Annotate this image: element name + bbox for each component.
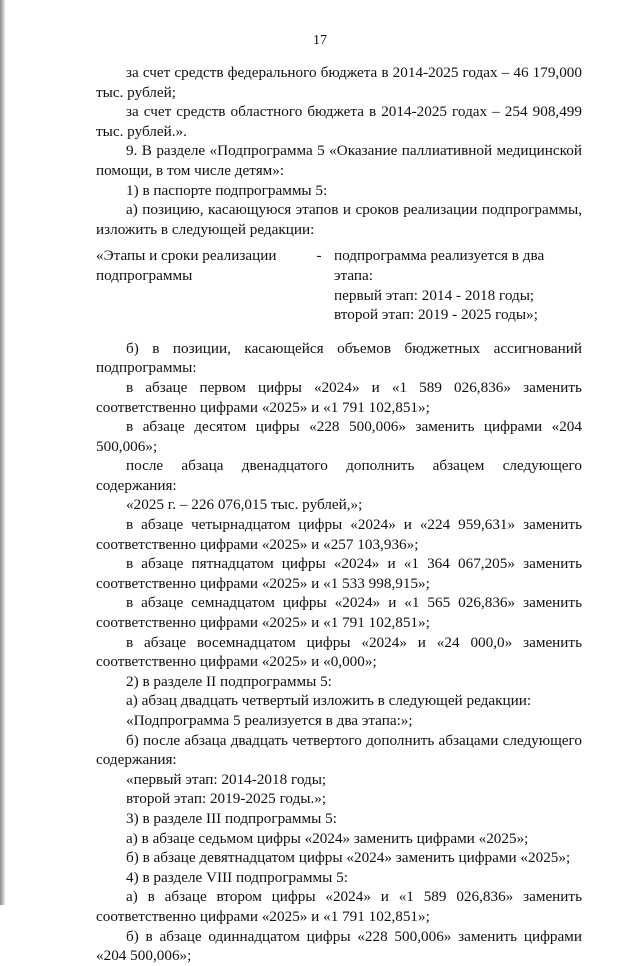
scan-edge-shadow — [0, 0, 5, 905]
passport-row-dash: - — [316, 247, 322, 265]
paragraph-inserted-text: «Подпрограмма 5 реализуется в два этапа:»; — [126, 712, 413, 729]
paragraph-inserted-text: «первый этап: 2014-2018 годы; — [126, 770, 327, 788]
paragraph-amendment: в абзаце четырнадцатом цифры «2024» и «224 959,631» заменить соответственно цифрами «2025» и «257 103,936»; — [96, 516, 582, 553]
document-body — [96, 63, 582, 966]
paragraph-amendment: в абзаце пятнадцатом цифры «2024» и «1 364 067,205» заменить соответственно цифрами «2025» и «1 533 998,915»; — [96, 555, 582, 592]
paragraph-amendment: после абзаца двенадцатого дополнить абзацем следующего содержания: — [96, 457, 582, 494]
paragraph-federal-budget: за счет средств федерального бюджета в 2014-2025 годах – 46 179,000 тыс. рублей; — [96, 64, 582, 101]
paragraph-inserted-text: «2025 г. – 226 076,015 тыс. рублей,»; — [126, 496, 363, 514]
passport-value-line: второй этап: 2019 - 2025 годы»; — [334, 306, 538, 324]
paragraph-amendment: б) в абзаце одиннадцатом цифры «228 500,006» заменить цифрами «204 500,006»; — [96, 927, 582, 965]
paragraph-amendment: а) абзац двадцать четвертый изложить в следующей редакции: — [126, 692, 532, 710]
paragraph-amendment: б) в абзаце девятнадцатом цифры «2024» заменить цифрами «2025»; — [126, 849, 571, 867]
passport-value-line: подпрограмма реализуется в два этапа: — [334, 247, 545, 284]
paragraph-budget-allocations: б) в позиции, касающейся объемов бюджетных ассигнований подпрограммы: — [96, 339, 582, 377]
paragraph-amendment: в абзаце первом цифры «2024» и «1 589 026,836» заменить соответственно цифрами «2025» и «1 791 102,851»; — [96, 378, 582, 416]
paragraph-passport: 1) в паспорте подпрограммы 5: — [126, 181, 328, 199]
paragraph-stages-position: а) позицию, касающуюся этапов и сроков реализации подпрограммы, изложить в следующей редакции: — [96, 201, 582, 238]
paragraph-regional-budget: за счет средств областного бюджета в 2014-2025 годах – 254 908,499 тыс. рублей.». — [96, 103, 582, 140]
paragraph-section-viii: 4) в разделе VIII подпрограммы 5: — [126, 868, 348, 886]
paragraph-section-ii: 2) в разделе II подпрограммы 5: — [126, 672, 332, 690]
paragraph-amendment: в абзаце восемнадцатом цифры «2024» и «24 000,0» заменить соответственно цифрами «2025» и «0,000»; — [96, 633, 582, 671]
page-number: 17 — [313, 33, 327, 48]
passport-value-line: первый этап: 2014 - 2018 годы; — [334, 286, 535, 304]
paragraph-section-iii: 3) в разделе III подпрограммы 5: — [126, 809, 337, 827]
passport-row-label: «Этапы и сроки реализации подпрограммы — [96, 247, 277, 284]
passport-row-value — [334, 246, 582, 324]
paragraph-amendment: в абзаце семнадцатом цифры «2024» и «1 565 026,836» заменить соответственно цифрами «2025» и «1 791 102,851»; — [96, 594, 582, 632]
paragraph-inserted-text: второй этап: 2019-2025 годы.»; — [126, 790, 327, 808]
passport-stages-row — [96, 246, 582, 324]
paragraph-amendment: а) в абзаце втором цифры «2024» и «1 589 026,836» заменить соответственно цифрами «2025» и «1 791 102,851»; — [96, 888, 582, 925]
paragraph-section-9: 9. В разделе «Подпрограмма 5 «Оказание паллиативной медицинской помощи, в том числе детям»: — [96, 142, 582, 179]
paragraph-amendment: а) в абзаце седьмом цифры «2024» заменить цифрами «2025»; — [126, 829, 529, 847]
paragraph-amendment: в абзаце десятом цифры «228 500,006» заменить цифрами «204 500,006»; — [96, 418, 582, 455]
paragraph-amendment: б) после абзаца двадцать четвертого дополнить абзацами следующего содержания: — [96, 731, 582, 769]
